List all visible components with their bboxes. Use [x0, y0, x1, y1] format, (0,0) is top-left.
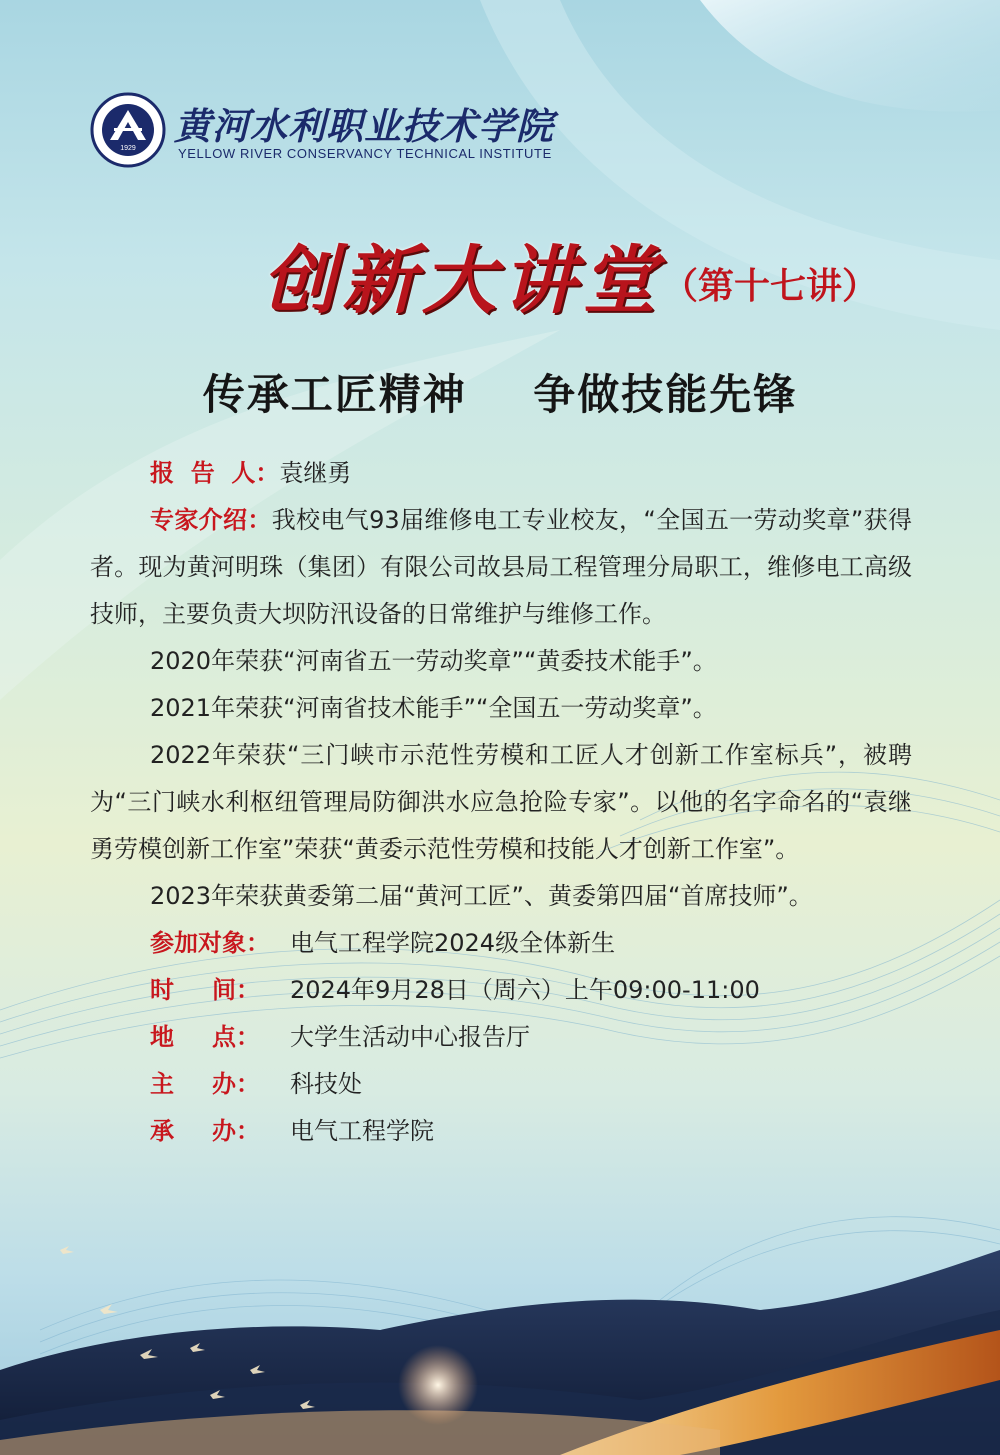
time-label: 时 间：: [150, 976, 260, 1004]
organizer-value: 电气工程学院: [290, 1117, 434, 1145]
intro-text: 我校电气93届维修电工专业校友，“全国五一劳动奖章”获得者。现为黄河明珠（集团）有限公司故县局工程管理分局职工，维修电工高级技师，主要负责大坝防汛设备的日常维护与维修工作。: [90, 506, 913, 628]
subtitle: 传承工匠精神 争做技能先锋: [202, 370, 798, 419]
audience-value: 电气工程学院2024级全体新生: [290, 929, 616, 957]
honor-item: 2022年荣获“三门峡市示范性劳模和工匠人才创新工作室标兵”，被聘为“三门峡水利枢纽管理局防御洪水应急抢险专家”。以他的名字命名的“袁继勇劳模创新工作室”荣获“黄委示范性劳模和技能人才创新工作室”。: [90, 741, 912, 863]
host-row: [150, 1061, 912, 1108]
honor-item: 2020年荣获“河南省五一劳动奖章”“黄委技术能手”。: [150, 647, 717, 675]
emblem-year: 1929: [120, 145, 136, 152]
host-value: 科技处: [290, 1070, 362, 1098]
organizer-label: 承 办：: [150, 1117, 260, 1145]
speaker-label: 报 告 人：: [150, 459, 280, 487]
place-row: [150, 1014, 912, 1061]
time-value: 2024年9月28日（周六）上午09:00-11:00: [290, 976, 760, 1004]
intro-label: 专家介绍：: [150, 506, 272, 534]
place-value: 大学生活动中心报告厅: [290, 1023, 530, 1051]
speaker-name: 袁继勇: [279, 459, 352, 487]
honor-item: 2021年荣获“河南省技术能手”“全国五一劳动奖章”。: [150, 694, 717, 722]
poster-content: [90, 450, 912, 1155]
school-name-en: YELLOW RIVER CONSERVANCY TECHNICAL INSTITUTE: [178, 146, 552, 161]
honor-item: 2023年荣获黄委第二届“黄河工匠”、黄委第四届“首席技师”。: [150, 882, 813, 910]
intro-paragraph: [90, 497, 912, 638]
place-label: 地 点：: [150, 1023, 260, 1051]
lecture-number: （第十七讲）: [662, 266, 879, 307]
speaker-line: [90, 450, 912, 497]
main-title: 创新大讲堂: [262, 238, 662, 324]
school-emblem-icon: [90, 92, 166, 168]
audience-label: 参加对象：: [150, 929, 270, 957]
school-name-cn: 黄河水利职业技术学院: [174, 104, 554, 148]
host-label: 主 办：: [150, 1070, 260, 1098]
time-row: [150, 967, 912, 1014]
audience-row: [150, 920, 912, 967]
organizer-row: [150, 1108, 912, 1155]
school-logo: [90, 92, 554, 172]
